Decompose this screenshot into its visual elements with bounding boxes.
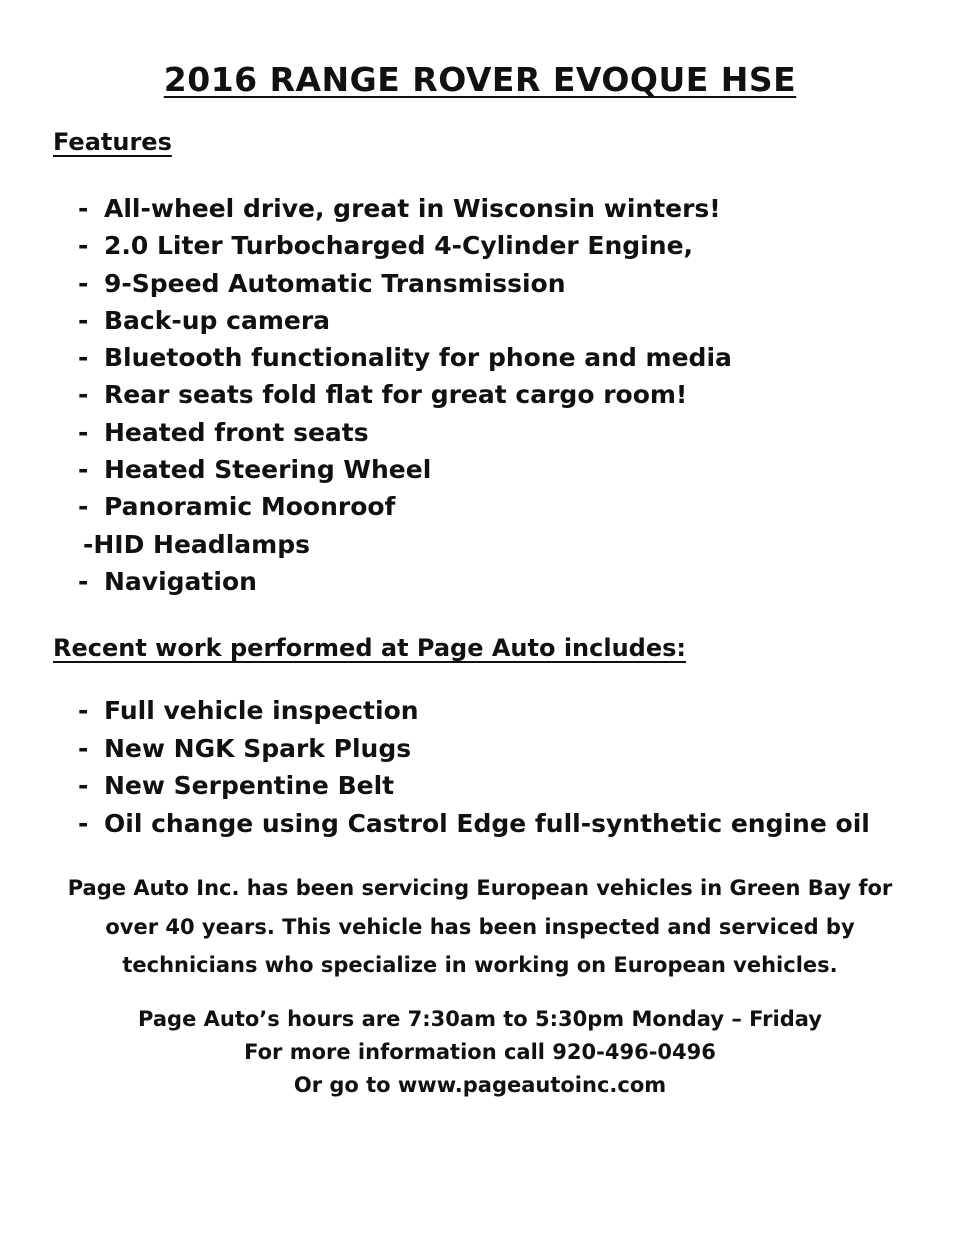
bullet-dash: - xyxy=(78,268,89,298)
bullet-dash: - xyxy=(78,696,89,725)
about-paragraph xyxy=(40,869,920,985)
feature-item-text: 2.0 Liter Turbocharged 4-Cylinder Engine, xyxy=(104,231,694,261)
feature-item xyxy=(78,339,732,376)
work-list xyxy=(78,692,870,842)
work-item-text: Full vehicle inspection xyxy=(104,696,419,725)
feature-item xyxy=(78,563,732,600)
feature-item-text: Rear seats fold flat for great cargo room! xyxy=(104,380,688,410)
bullet-dash: - xyxy=(78,231,89,261)
phone-line: For more information call 920-496-0496 xyxy=(244,1040,716,1064)
feature-item-text: All-wheel drive, great in Wisconsin winters! xyxy=(104,194,721,223)
feature-item-text: Back-up camera xyxy=(104,305,331,335)
feature-item-text: -HID Headlamps xyxy=(83,529,310,559)
about-line: technicians who specialize in working on European vehicles. xyxy=(122,953,838,977)
bullet-dash: - xyxy=(78,305,89,335)
bullet-dash: - xyxy=(78,771,89,801)
feature-item-text: Heated Steering Wheel xyxy=(104,455,432,485)
feature-item-text: 9-Speed Automatic Transmission xyxy=(104,268,566,298)
feature-item-text: Heated front seats xyxy=(104,417,369,447)
feature-item-text: Navigation xyxy=(104,566,257,596)
feature-item xyxy=(78,302,732,339)
about-line: Page Auto Inc. has been servicing European vehicles in Green Bay for xyxy=(67,876,893,900)
feature-item xyxy=(78,227,732,264)
work-item xyxy=(78,767,870,805)
feature-item xyxy=(78,190,732,227)
bullet-dash: - xyxy=(78,417,89,447)
about-line: over 40 years. This vehicle has been inspected and serviced by xyxy=(105,914,855,939)
feature-item xyxy=(78,414,732,451)
features-heading: Features xyxy=(53,128,172,156)
work-item xyxy=(78,805,870,843)
work-heading: Recent work performed at Page Auto includes: xyxy=(53,634,687,662)
bullet-dash: - xyxy=(78,808,89,838)
bullet-dash: - xyxy=(78,492,89,522)
work-item-text: New NGK Spark Plugs xyxy=(104,733,412,763)
website-line: Or go to www.pageautoinc.com xyxy=(293,1073,667,1097)
contact-block xyxy=(0,1003,960,1102)
bullet-dash: - xyxy=(78,380,89,410)
bullet-dash: - xyxy=(78,194,89,223)
business-hours: Page Auto’s hours are 7:30am to 5:30pm Monday – Friday xyxy=(138,1007,822,1031)
features-list xyxy=(78,190,732,600)
feature-item xyxy=(78,451,732,488)
bullet-dash: - xyxy=(78,343,89,373)
page-title-text: 2016 RANGE ROVER EVOQUE HSE xyxy=(163,60,797,99)
feature-item-text: Panoramic Moonroof xyxy=(104,492,396,522)
work-item-text: New Serpentine Belt xyxy=(104,771,395,801)
page-title xyxy=(0,60,960,99)
work-item-text: Oil change using Castrol Edge full-synthetic engine oil xyxy=(104,808,870,838)
bullet-dash: - xyxy=(78,455,89,485)
bullet-dash: - xyxy=(78,733,89,763)
feature-item xyxy=(78,526,732,563)
feature-item xyxy=(78,488,732,525)
work-item xyxy=(78,692,870,730)
feature-item xyxy=(78,376,732,413)
feature-item-text: Bluetooth functionality for phone and media xyxy=(104,343,732,373)
work-item xyxy=(78,730,870,768)
feature-item xyxy=(78,265,732,302)
bullet-dash: - xyxy=(78,566,89,596)
